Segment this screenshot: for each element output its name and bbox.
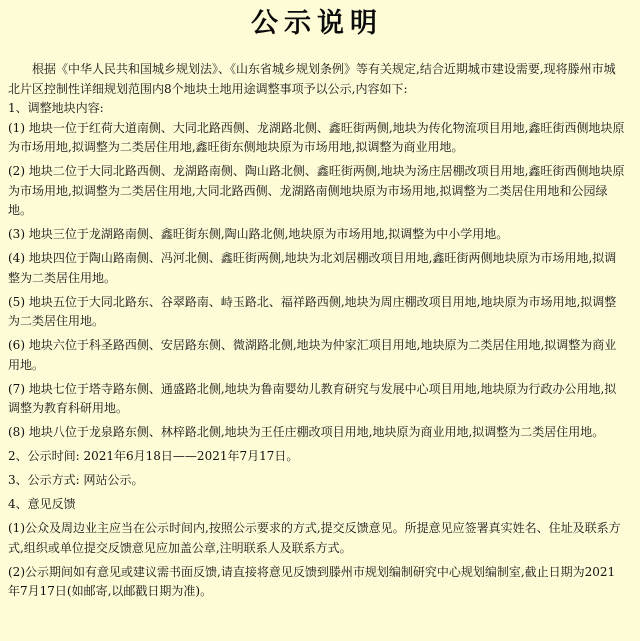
plot-item-7: (7) 地块七位于塔寺路东侧、通盛路北侧,地块为鲁南婴幼儿教育研究与发展中心项目用地,地块原为行政办公用地,拟调整为教育科研用地。 xyxy=(8,381,617,415)
plot-item-8: (8) 地块八位于龙泉路东侧、林梓路北侧,地块为王任庄棚改项目用地,地块原为商业用地,拟调整为二类居住用地。 xyxy=(8,425,605,439)
plot-item-3: (3) 地块三位于龙湖路南侧、鑫旺街东侧,陶山路北侧,地块原为市场用地,拟调整为中小学用地。 xyxy=(8,227,509,241)
feedback-item-1: (1)公众及周边业主应当在公示时间内,按照公示要求的方式,提交反馈意见。所提意见应签署真实姓名、住址及联系方式,组织或单位提交反馈意见应加盖公章,注明联系人及联系方式。 xyxy=(8,521,621,555)
plot-item-4: (4) 地块四位于陶山路南侧、冯河北侧、鑫旺街两侧,地块为北刘居棚改项目用地,鑫旺街两侧地块原为市场用地,拟调整为二类居住用地。 xyxy=(8,251,617,285)
intro-paragraph: 根据《中华人民共和国城乡规划法》、《山东省城乡规划条例》等有关规定,结合近期城市建设需要,现将滕州市城北片区控制性详细规划范围内8个地块土地用途调整事项予以公示,内容如下: xyxy=(8,62,616,96)
feedback-item-2: (2)公示期间如有意见或建议需书面反馈,请直接将意见反馈到滕州市规划编制研究中心规划编制室,截止日期为2021年7月17日(如邮寄,以邮戳日期为准)。 xyxy=(8,564,616,598)
section-heading: 4、意见反馈 xyxy=(8,497,76,511)
section-adjusted-plots xyxy=(8,99,626,443)
section-heading: 1、调整地块内容: xyxy=(8,101,104,115)
section-publicity-method: 3、公示方式: 网站公示。 xyxy=(8,473,144,487)
section-publicity-time: 2、公示时间: 2021年6月18日——2021年7月17日。 xyxy=(8,449,299,463)
plot-item-2: (2) 地块二位于大同北路西侧、龙湖路南侧、陶山路北侧、鑫旺街两侧,地块为汤庄居棚改项目用地,鑫旺街西侧地块原为市场用地,拟调整为二类居住用地,大同北路西侧、龙湖路南侧地块原为市场用地,拟调整为二类居住用地和公园绿地。 xyxy=(8,164,625,217)
plot-item-1: (1) 地块一位于红荷大道南侧、大同北路西侧、龙湖路北侧、鑫旺街两侧,地块为传化物流项目用地,鑫旺街西侧地块原为市场用地,拟调整为二类居住用地,鑫旺街东侧地块原为市场用地,拟调整为商业用地。 xyxy=(8,120,625,154)
page-title: 公示说明 xyxy=(251,8,383,39)
plot-item-5: (5) 地块五位于大同北路东、谷翠路南、峙玉路北、福祥路西侧,地块为周庄棚改项目用地,地块原为市场用地,拟调整为二类居住用地。 xyxy=(8,294,617,328)
plot-item-6: (6) 地块六位于科圣路西侧、安居路东侧、微湖路北侧,地块为仲家汇项目用地,地块原为二类居住用地,拟调整为商业用地。 xyxy=(8,338,617,372)
section-feedback xyxy=(8,495,626,602)
